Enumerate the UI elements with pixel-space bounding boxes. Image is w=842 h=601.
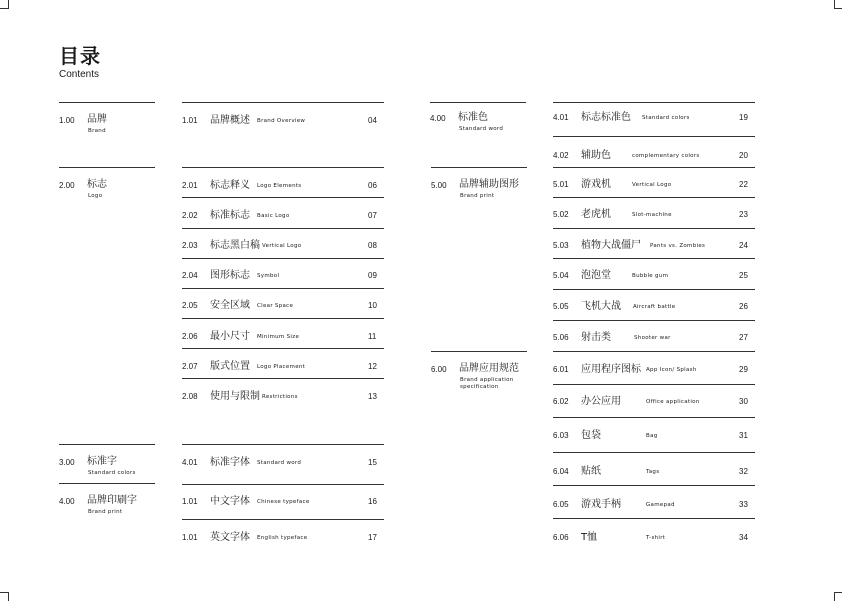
entry-page: 06 — [368, 181, 377, 190]
entry-title-zh: 游戏机 — [581, 179, 611, 190]
divider — [553, 258, 755, 259]
section-title-en: Brand print — [88, 509, 123, 515]
entry-number: 2.06 — [182, 332, 198, 341]
section-title-en-line2: specification — [460, 384, 499, 390]
entry-page: 04 — [368, 116, 377, 125]
entry-number: 6.06 — [553, 533, 569, 542]
entry-page: 32 — [739, 467, 748, 476]
entry-title-en: English typeface — [257, 535, 308, 541]
divider — [182, 519, 384, 520]
entry-number: 6.05 — [553, 500, 569, 509]
entry-page: 13 — [368, 392, 377, 401]
divider — [553, 485, 755, 486]
entry-title-zh: 泡泡堂 — [581, 270, 611, 281]
entry-title-en: Shooter war — [634, 335, 671, 341]
crop-mark-top-left — [0, 0, 9, 9]
divider — [182, 318, 384, 319]
section-number: 2.00 — [59, 181, 75, 190]
section-title-zh: 标志 — [87, 179, 107, 190]
entry-page: 27 — [739, 333, 748, 342]
divider — [553, 197, 755, 198]
entry-title-en: Clear Space — [257, 303, 294, 309]
entry-page: 26 — [739, 302, 748, 311]
section-number: 4.00 — [59, 497, 75, 506]
section-title-en: Logo — [88, 193, 103, 199]
entry-title-zh: 办公应用 — [581, 396, 621, 407]
divider — [182, 258, 384, 259]
entry-title-en: Slot-machine — [632, 212, 672, 218]
section-title-zh: 品牌辅助图形 — [459, 179, 519, 190]
divider — [59, 102, 155, 103]
entry-title-en: Chinese typeface — [257, 499, 310, 505]
entry-number: 2.01 — [182, 181, 198, 190]
section-title-zh: 标准色 — [458, 112, 488, 123]
page-subtitle: Contents — [59, 69, 100, 80]
entry-title-zh: 植物大战僵尸 — [581, 240, 641, 251]
entry-number: 5.02 — [553, 210, 569, 219]
entry-title-en: Gamepad — [646, 502, 675, 508]
divider — [182, 228, 384, 229]
divider — [553, 289, 755, 290]
divider — [182, 484, 384, 485]
entry-title-zh: 包袋 — [581, 430, 601, 441]
entry-number: 4.01 — [182, 458, 198, 467]
entry-page: 08 — [368, 241, 377, 250]
entry-page: 24 — [739, 241, 748, 250]
entry-page: 34 — [739, 533, 748, 542]
section-title-en: Brand print — [460, 193, 495, 199]
divider — [59, 167, 155, 168]
divider — [553, 167, 755, 168]
entry-number: 1.01 — [182, 497, 198, 506]
divider — [182, 102, 384, 103]
entry-number: 2.08 — [182, 392, 198, 401]
entry-page: 33 — [739, 500, 748, 509]
entry-title-en: Bag — [646, 433, 658, 439]
entry-title-en: Minimum Size — [257, 334, 300, 340]
divider — [59, 444, 155, 445]
entry-number: 4.02 — [553, 151, 569, 160]
entry-title-zh: 标志释义 — [210, 180, 250, 191]
entry-title-en: Bubble gum — [632, 273, 669, 279]
entry-title-zh: 标志标准色 — [581, 112, 631, 123]
entry-title-en: Office application — [646, 399, 700, 405]
entry-title-zh: 安全区域 — [210, 300, 250, 311]
entry-number: 2.07 — [182, 362, 198, 371]
section-number: 1.00 — [59, 116, 75, 125]
entry-page: 17 — [368, 533, 377, 542]
divider — [553, 228, 755, 229]
entry-title-zh: 图形标志 — [210, 270, 250, 281]
entry-number: 2.05 — [182, 301, 198, 310]
divider — [553, 136, 755, 137]
divider — [553, 518, 755, 519]
entry-title-zh: 版式位置 — [210, 361, 250, 372]
entry-title-zh: 标准字体 — [210, 457, 250, 468]
entry-title-en: Basic Logo — [257, 213, 290, 219]
entry-title-en: Restrictions — [262, 394, 298, 400]
page-title: 目录 — [59, 44, 101, 68]
section-number: 3.00 — [59, 458, 75, 467]
section-title-zh: 标准字 — [87, 456, 117, 467]
section-title-en: Standard word — [459, 126, 504, 132]
entry-page: 30 — [739, 397, 748, 406]
section-title-en: Brand — [88, 128, 106, 134]
entry-title-en: Tags — [646, 469, 660, 475]
section-title-en: Brand application — [460, 377, 514, 383]
entry-title-en: Vertical Logo — [632, 182, 672, 188]
entry-title-zh: 射击类 — [581, 332, 611, 343]
entry-title-zh: 最小尺寸 — [210, 331, 250, 342]
entry-page: 22 — [739, 180, 748, 189]
section-number: 4.00 — [430, 114, 446, 123]
entry-number: 4.01 — [553, 113, 569, 122]
entry-page: 23 — [739, 210, 748, 219]
divider — [553, 351, 755, 352]
entry-page: 11 — [368, 332, 377, 341]
entry-title-zh: 品牌概述 — [210, 115, 250, 126]
entry-number: 2.02 — [182, 211, 198, 220]
section-title-zh: 品牌应用规范 — [459, 363, 519, 374]
section-title-zh: 品牌 — [87, 114, 107, 125]
entry-page: 07 — [368, 211, 377, 220]
entry-page: 15 — [368, 458, 377, 467]
divider — [182, 288, 384, 289]
entry-page: 10 — [368, 301, 377, 310]
entry-title-zh: 标志黑白稿 — [210, 240, 260, 251]
entry-number: 6.02 — [553, 397, 569, 406]
entry-number: 1.01 — [182, 116, 198, 125]
entry-page: 25 — [739, 271, 748, 280]
entry-number: 6.04 — [553, 467, 569, 476]
entry-title-en: Aircraft battle — [633, 304, 676, 310]
entry-title-zh: 应用程序图标 — [581, 364, 641, 375]
divider — [182, 197, 384, 198]
divider — [431, 167, 527, 168]
divider — [182, 167, 384, 168]
entry-number: 6.01 — [553, 365, 569, 374]
divider — [553, 384, 755, 385]
entry-page: 12 — [368, 362, 377, 371]
entry-number: 5.04 — [553, 271, 569, 280]
entry-title-en: Standard colors — [642, 115, 690, 121]
entry-title-en: Logo Placement — [257, 364, 306, 370]
entry-number: 5.03 — [553, 241, 569, 250]
divider — [182, 378, 384, 379]
section-title-en: Standard colors — [88, 470, 136, 476]
entry-page: 31 — [739, 431, 748, 440]
entry-title-en: T-shirt — [646, 535, 666, 541]
divider — [59, 483, 155, 484]
section-number: 5.00 — [431, 181, 447, 190]
section-title-zh: 品牌印刷字 — [87, 495, 137, 506]
entry-title-zh: 老虎机 — [581, 209, 611, 220]
entry-page: 19 — [739, 113, 748, 122]
entry-number: 1.01 — [182, 533, 198, 542]
entry-number: 5.01 — [553, 180, 569, 189]
divider — [431, 351, 527, 352]
crop-mark-top-right — [834, 0, 842, 9]
entry-number: 5.06 — [553, 333, 569, 342]
entry-title-zh: 辅助色 — [581, 150, 611, 161]
entry-number: 2.03 — [182, 241, 198, 250]
section-number: 6.00 — [431, 365, 447, 374]
entry-title-zh: 英文字体 — [210, 532, 250, 543]
entry-page: 20 — [739, 151, 748, 160]
divider — [182, 348, 384, 349]
entry-title-en: App Icon/ Splash — [646, 367, 697, 373]
entry-title-zh: 中文字体 — [210, 496, 250, 507]
entry-title-en: complementary colors — [632, 153, 700, 159]
divider — [553, 417, 755, 418]
entry-title-en: Standard word — [257, 460, 302, 466]
entry-page: 29 — [739, 365, 748, 374]
entry-number: 2.04 — [182, 271, 198, 280]
entry-title-zh: 飞机大战 — [581, 301, 621, 312]
entry-title-zh: 游戏手柄 — [581, 499, 621, 510]
divider — [182, 444, 384, 445]
entry-title-zh: T恤 — [581, 532, 598, 543]
divider — [553, 320, 755, 321]
entry-title-en: Symbol — [257, 273, 280, 279]
entry-number: 5.05 — [553, 302, 569, 311]
entry-title-en: Vertical Logo — [262, 243, 302, 249]
entry-title-en: Logo Elements — [257, 183, 302, 189]
divider — [430, 102, 526, 103]
divider — [553, 102, 755, 103]
entry-title-zh: 使用与限制 — [210, 391, 260, 402]
entry-title-en: Brand Overview — [257, 118, 306, 124]
entry-title-zh: 标准标志 — [210, 210, 250, 221]
entry-title-en: Pants vs. Zombies — [650, 243, 706, 249]
entry-title-zh: 贴纸 — [581, 466, 601, 477]
entry-page: 16 — [368, 497, 377, 506]
divider — [553, 452, 755, 453]
entry-number: 6.03 — [553, 431, 569, 440]
entry-page: 09 — [368, 271, 377, 280]
